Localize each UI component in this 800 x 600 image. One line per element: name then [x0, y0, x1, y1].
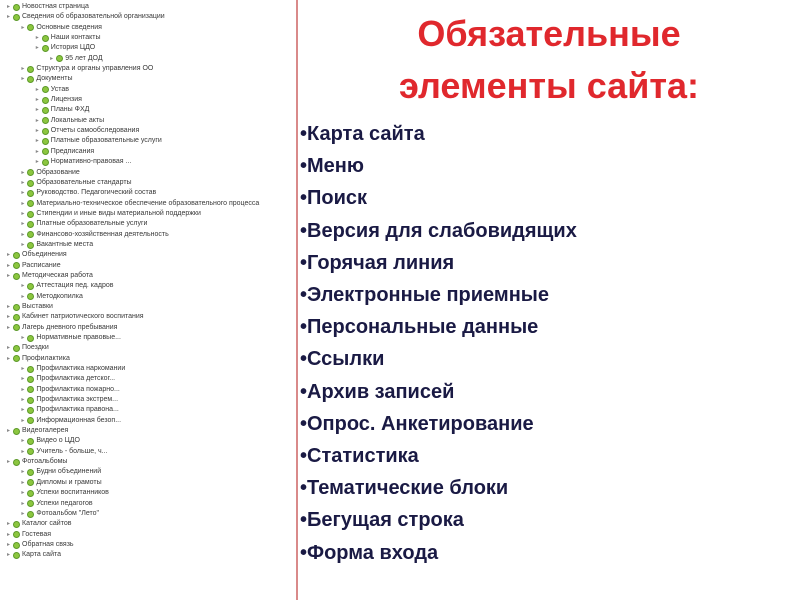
- required-element-item: •Электронные приемные: [300, 284, 549, 307]
- sitemap-item[interactable]: [6, 385, 290, 395]
- sitemap-item[interactable]: [6, 499, 290, 509]
- sitemap-item-label[interactable]: Устав: [50, 85, 70, 93]
- sitemap-item-label[interactable]: Методкопилка: [36, 292, 83, 300]
- required-element-item: •Бегущая строка: [300, 509, 464, 532]
- sitemap-item-label[interactable]: Профилактика пожарно...: [36, 385, 120, 393]
- sitemap-tree: [6, 2, 290, 598]
- sitemap-item-label[interactable]: Объединения: [22, 251, 67, 259]
- chevron-right-icon[interactable]: ▸: [21, 500, 25, 507]
- sitemap-item[interactable]: [6, 23, 290, 33]
- sitemap-item[interactable]: [6, 261, 290, 271]
- sitemap-item[interactable]: [6, 250, 290, 260]
- sitemap-item[interactable]: [6, 136, 290, 146]
- sitemap-item-label[interactable]: Предписания: [50, 147, 95, 155]
- sitemap-item[interactable]: [6, 209, 290, 219]
- chevron-right-icon[interactable]: ▸: [21, 66, 25, 73]
- required-element-item: •Форма входа: [300, 541, 439, 564]
- sitemap-item[interactable]: [6, 230, 290, 240]
- chevron-right-icon[interactable]: ▸: [21, 397, 25, 404]
- chevron-right-icon[interactable]: ▸: [35, 45, 39, 52]
- tree-node-icon: [27, 438, 34, 445]
- sitemap-item[interactable]: [6, 354, 290, 364]
- sitemap-item[interactable]: [6, 219, 290, 229]
- chevron-right-icon[interactable]: ▸: [21, 200, 25, 207]
- sitemap-item[interactable]: [6, 302, 290, 312]
- slide-title: [298, 8, 800, 112]
- sitemap-item[interactable]: [6, 157, 290, 167]
- sitemap-item[interactable]: [6, 271, 290, 281]
- required-element-item: •Версия для слабовидящих: [300, 219, 577, 242]
- sitemap-item[interactable]: [6, 178, 290, 188]
- chevron-right-icon[interactable]: ▸: [21, 179, 25, 186]
- sitemap-item[interactable]: [6, 519, 290, 529]
- tree-node-icon: [42, 35, 49, 42]
- chevron-right-icon[interactable]: ▸: [21, 469, 25, 476]
- tree-node-icon: [27, 24, 34, 31]
- required-element-item: •Поиск: [300, 187, 368, 210]
- sitemap-item-label[interactable]: Основные сведения: [36, 23, 102, 31]
- sitemap-item-label[interactable]: Дипломы и грамоты: [36, 478, 102, 486]
- tree-node-icon: [13, 542, 20, 549]
- tree-node-icon: [27, 190, 34, 197]
- sitemap-item[interactable]: [6, 436, 290, 446]
- tree-node-icon: [13, 355, 20, 362]
- chevron-right-icon[interactable]: ▸: [6, 521, 10, 528]
- tree-node-icon: [13, 552, 20, 559]
- tree-node-icon: [27, 366, 34, 373]
- sitemap-item-label[interactable]: Платные образовательные услуги: [36, 220, 148, 228]
- chevron-right-icon[interactable]: ▸: [21, 479, 25, 486]
- chevron-right-icon[interactable]: ▸: [21, 407, 25, 414]
- tree-node-icon: [42, 45, 49, 52]
- sitemap-item-label[interactable]: Поездки: [22, 344, 49, 352]
- sitemap-item-label[interactable]: Методическая работа: [22, 271, 93, 279]
- tree-node-icon: [27, 231, 34, 238]
- tree-node-icon: [13, 314, 20, 321]
- tree-node-icon: [27, 335, 34, 342]
- chevron-right-icon[interactable]: ▸: [35, 107, 39, 114]
- sitemap-item-label[interactable]: Обратная связь: [22, 540, 74, 548]
- sitemap-item-label[interactable]: Видеогалерея: [22, 427, 69, 435]
- sitemap-item-label[interactable]: Успехи воспитанников: [36, 489, 109, 497]
- tree-node-icon: [27, 386, 34, 393]
- sitemap-item-label[interactable]: Профилактика: [22, 354, 70, 362]
- sitemap-item[interactable]: [6, 395, 290, 405]
- sitemap-item[interactable]: [6, 405, 290, 415]
- tree-node-icon: [13, 14, 20, 21]
- sitemap-item[interactable]: [6, 126, 290, 136]
- tree-node-icon: [27, 283, 34, 290]
- chevron-right-icon[interactable]: ▸: [6, 355, 10, 362]
- tree-node-icon: [42, 148, 49, 155]
- sitemap-item[interactable]: [6, 530, 290, 540]
- tree-node-icon: [42, 159, 49, 166]
- sitemap-item[interactable]: [6, 333, 290, 343]
- sitemap-item-label[interactable]: Профилактика правона...: [36, 406, 119, 414]
- chevron-right-icon[interactable]: ▸: [6, 345, 10, 352]
- chevron-right-icon[interactable]: ▸: [6, 303, 10, 310]
- tree-node-icon: [27, 242, 34, 249]
- sitemap-item-label[interactable]: Новостная страница: [22, 3, 89, 10]
- sitemap-item-label[interactable]: Документы: [36, 75, 73, 83]
- required-element-item: •Тематические блоки: [300, 477, 509, 500]
- tree-node-icon: [13, 428, 20, 435]
- sitemap-item-label[interactable]: Выставки: [22, 302, 53, 310]
- chevron-right-icon[interactable]: ▸: [21, 366, 25, 373]
- chevron-right-icon[interactable]: ▸: [6, 428, 10, 435]
- required-element-item: •Опрос. Анкетирование: [300, 412, 534, 435]
- tree-node-icon: [27, 180, 34, 187]
- chevron-right-icon[interactable]: ▸: [21, 376, 25, 383]
- sitemap-item-label[interactable]: Профилактика экстрем...: [36, 396, 119, 404]
- required-element-item: •Архив записей: [300, 380, 455, 403]
- chevron-right-icon[interactable]: ▸: [21, 241, 25, 248]
- chevron-right-icon[interactable]: ▸: [6, 314, 10, 321]
- tree-node-icon: [13, 459, 20, 466]
- chevron-right-icon[interactable]: ▸: [21, 231, 25, 238]
- required-element-item: •Горячая линия: [300, 251, 455, 274]
- tree-node-icon: [27, 211, 34, 218]
- tree-node-icon: [27, 417, 34, 424]
- sitemap-item-label[interactable]: Образование: [36, 168, 80, 176]
- tree-node-icon: [42, 128, 49, 135]
- chevron-right-icon[interactable]: ▸: [6, 262, 10, 269]
- chevron-right-icon[interactable]: ▸: [35, 117, 39, 124]
- required-element-item: •Ссылки: [300, 348, 385, 371]
- sitemap-item[interactable]: [6, 168, 290, 178]
- sitemap-item[interactable]: [6, 312, 290, 322]
- sitemap-item-label[interactable]: Видео о ЦДО: [36, 437, 80, 445]
- sitemap-item[interactable]: [6, 95, 290, 105]
- sitemap-item-label[interactable]: Гостевая: [22, 530, 52, 538]
- chevron-right-icon[interactable]: ▸: [21, 293, 25, 300]
- tree-node-icon: [27, 221, 34, 228]
- sitemap-item[interactable]: [6, 416, 290, 426]
- chevron-right-icon[interactable]: ▸: [6, 541, 10, 548]
- sitemap-item-label[interactable]: Успехи педагогов: [36, 499, 93, 507]
- sitemap-item-label[interactable]: Отчеты самообследования: [50, 127, 140, 135]
- chevron-right-icon[interactable]: ▸: [21, 438, 25, 445]
- slide-title-line-1: Обязательные: [417, 13, 681, 54]
- chevron-right-icon[interactable]: ▸: [21, 510, 25, 517]
- sitemap-item[interactable]: [6, 2, 290, 12]
- required-element-item: •Карта сайта: [300, 123, 425, 145]
- sitemap-item-label[interactable]: Образовательные стандарты: [36, 178, 132, 186]
- tree-node-icon: [42, 86, 49, 93]
- tree-node-icon: [56, 55, 63, 62]
- chevron-right-icon[interactable]: ▸: [21, 448, 25, 455]
- tree-node-icon: [27, 66, 34, 73]
- chevron-right-icon[interactable]: ▸: [35, 86, 39, 93]
- sitemap-item-label[interactable]: Платные образовательные услуги: [50, 137, 162, 145]
- tree-node-icon: [42, 107, 49, 114]
- tree-node-icon: [42, 138, 49, 145]
- sitemap-item-label[interactable]: Руководство. Педагогический состав: [36, 189, 157, 197]
- required-elements-list: [300, 118, 577, 569]
- sitemap-item-label[interactable]: Материально-техническое обеспечение образовательного процесса: [36, 199, 260, 207]
- sitemap-item-label[interactable]: Финансово-хозяйственная деятельность: [36, 230, 169, 238]
- sitemap-item-label[interactable]: Информационная безоп...: [36, 416, 122, 424]
- sitemap-item[interactable]: [6, 457, 290, 467]
- sitemap-item-label[interactable]: Сведения об образовательной организации: [22, 13, 165, 21]
- chevron-right-icon[interactable]: ▸: [21, 386, 25, 393]
- tree-node-icon: [13, 4, 20, 11]
- sitemap-item[interactable]: [6, 364, 290, 374]
- tree-node-icon: [27, 76, 34, 83]
- tree-node-icon: [27, 293, 34, 300]
- chevron-right-icon[interactable]: ▸: [21, 417, 25, 424]
- required-element-item: •Меню: [300, 155, 364, 178]
- tree-node-icon: [27, 511, 34, 518]
- sitemap-item-label[interactable]: Каталог сайтов: [22, 520, 72, 528]
- sitemap-item-label[interactable]: Фотоальбом "Лето": [36, 509, 100, 517]
- tree-node-icon: [13, 521, 20, 528]
- chevron-right-icon[interactable]: ▸: [35, 138, 39, 145]
- sitemap-item[interactable]: [6, 74, 290, 84]
- tree-node-icon: [27, 407, 34, 414]
- sitemap-item-label[interactable]: История ЦДО: [50, 44, 96, 52]
- sitemap-item[interactable]: [6, 323, 290, 333]
- slide-title-line-2: элементы сайта:: [399, 65, 699, 106]
- chevron-right-icon[interactable]: ▸: [6, 252, 10, 259]
- sitemap-item-label[interactable]: Вакантные места: [36, 240, 94, 248]
- sitemap-item-label[interactable]: Расписание: [22, 261, 61, 269]
- sitemap-item[interactable]: [6, 64, 290, 74]
- sitemap-item-label[interactable]: Структура и органы управления ОО: [36, 65, 154, 73]
- sitemap-item[interactable]: [6, 374, 290, 384]
- tree-node-icon: [27, 469, 34, 476]
- tree-node-icon: [42, 117, 49, 124]
- tree-node-icon: [27, 376, 34, 383]
- chevron-right-icon[interactable]: ▸: [35, 159, 39, 166]
- sitemap-item[interactable]: [6, 447, 290, 457]
- sitemap-item-label[interactable]: Будни объединений: [36, 468, 102, 476]
- tree-node-icon: [27, 397, 34, 404]
- tree-node-icon: [27, 200, 34, 207]
- required-element-item: •Статистика: [300, 445, 419, 468]
- chevron-right-icon[interactable]: ▸: [6, 324, 10, 331]
- chevron-right-icon[interactable]: ▸: [21, 335, 25, 341]
- sitemap-item-label[interactable]: Локальные акты: [50, 116, 105, 124]
- sitemap-item-label[interactable]: Планы ФХД: [50, 106, 90, 114]
- chevron-right-icon[interactable]: ▸: [6, 14, 10, 21]
- chevron-right-icon[interactable]: ▸: [21, 76, 25, 83]
- required-element-item: •Персональные данные: [300, 316, 539, 339]
- sitemap-item[interactable]: [6, 116, 290, 126]
- sitemap-item-label[interactable]: Аттестация пед. кадров: [36, 282, 114, 290]
- tree-node-icon: [27, 479, 34, 486]
- sitemap-item-label[interactable]: Стипендии и иные виды материальной поддержки: [36, 209, 201, 217]
- chevron-right-icon[interactable]: ▸: [35, 148, 39, 155]
- sitemap-item[interactable]: [6, 240, 290, 250]
- sitemap-item[interactable]: [6, 85, 290, 95]
- sitemap-item-label[interactable]: Фотоальбомы: [22, 458, 68, 466]
- chevron-right-icon[interactable]: ▸: [6, 552, 10, 559]
- sitemap-item[interactable]: [6, 488, 290, 498]
- chevron-right-icon[interactable]: ▸: [21, 190, 25, 197]
- tree-node-icon: [13, 531, 20, 538]
- chevron-right-icon[interactable]: ▸: [21, 490, 25, 497]
- sitemap-item-label[interactable]: Кабинет патриотического воспитания: [22, 313, 144, 321]
- sitemap-item[interactable]: [6, 105, 290, 115]
- sitemap-item-label[interactable]: Профилактика наркомании: [36, 365, 126, 373]
- sitemap-item[interactable]: [6, 281, 290, 291]
- chevron-right-icon[interactable]: ▸: [21, 210, 25, 217]
- tree-node-icon: [13, 345, 20, 352]
- chevron-right-icon[interactable]: ▸: [6, 272, 10, 279]
- tree-node-icon: [13, 273, 20, 280]
- tree-node-icon: [27, 169, 34, 176]
- chevron-right-icon[interactable]: ▸: [6, 4, 10, 10]
- chevron-right-icon[interactable]: ▸: [35, 35, 39, 42]
- sitemap-item-label[interactable]: Наши контакты: [50, 34, 101, 42]
- tree-node-icon: [42, 97, 49, 104]
- tree-node-icon: [13, 304, 20, 311]
- sitemap-item-label[interactable]: Карта сайта: [22, 551, 61, 559]
- sitemap-item[interactable]: [6, 426, 290, 436]
- chevron-right-icon[interactable]: ▸: [35, 128, 39, 135]
- sitemap-item[interactable]: [6, 467, 290, 477]
- sitemap-item-label[interactable]: 95 лет ДОД: [65, 54, 103, 62]
- sitemap-item[interactable]: [6, 188, 290, 198]
- tree-node-icon: [27, 490, 34, 497]
- sitemap-item[interactable]: [6, 509, 290, 519]
- chevron-right-icon[interactable]: ▸: [21, 283, 25, 290]
- sitemap-item[interactable]: [6, 43, 290, 53]
- sitemap-item[interactable]: [6, 12, 290, 22]
- tree-node-icon: [27, 500, 34, 507]
- chevron-right-icon[interactable]: ▸: [35, 97, 39, 104]
- sitemap-item-label[interactable]: Профилактика детског...: [36, 375, 116, 383]
- sitemap-item[interactable]: [6, 199, 290, 209]
- sitemap-item[interactable]: [6, 292, 290, 302]
- sitemap-item[interactable]: [6, 54, 290, 64]
- chevron-right-icon[interactable]: ▸: [21, 221, 25, 228]
- chevron-right-icon[interactable]: ▸: [50, 55, 54, 62]
- chevron-right-icon[interactable]: ▸: [6, 459, 10, 466]
- sitemap-item-label[interactable]: Учитель - больше, ч...: [36, 447, 108, 455]
- sitemap-item[interactable]: [6, 343, 290, 353]
- sitemap-item[interactable]: [6, 147, 290, 157]
- sitemap-item[interactable]: [6, 550, 290, 560]
- sitemap-item[interactable]: [6, 540, 290, 550]
- sitemap-item[interactable]: [6, 478, 290, 488]
- chevron-right-icon[interactable]: ▸: [21, 169, 25, 176]
- tree-node-icon: [13, 252, 20, 259]
- tree-node-icon: [27, 448, 34, 455]
- chevron-right-icon[interactable]: ▸: [6, 531, 10, 538]
- tree-node-icon: [13, 262, 20, 269]
- sitemap-item-label[interactable]: Лицензия: [50, 96, 82, 104]
- sitemap-item-label[interactable]: Лагерь дневного пребывания: [22, 323, 118, 331]
- sitemap-item[interactable]: [6, 33, 290, 43]
- chevron-right-icon[interactable]: ▸: [21, 24, 25, 31]
- tree-node-icon: [13, 324, 20, 331]
- sitemap-item-label[interactable]: Нормативные правовые...: [36, 334, 121, 341]
- sitemap-item-label[interactable]: Нормативно-правовая ...: [50, 158, 132, 166]
